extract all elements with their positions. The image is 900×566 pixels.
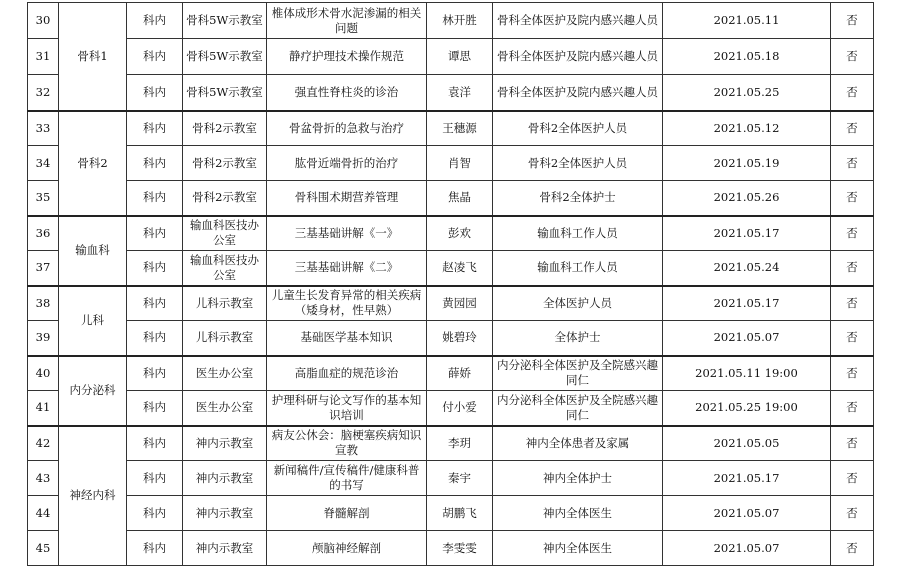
dept-cell: 科内 (127, 531, 183, 566)
speaker-cell: 黄园园 (427, 286, 493, 321)
dept-cell: 科内 (127, 251, 183, 286)
speaker-cell: 李雯雯 (427, 531, 493, 566)
group-label: 骨科2 (59, 111, 127, 216)
place-cell: 骨科5W示教室 (183, 3, 267, 39)
place-cell: 骨科2示教室 (183, 111, 267, 146)
speaker-cell: 赵凌飞 (427, 251, 493, 286)
dept-cell: 科内 (127, 111, 183, 146)
date-cell: 2021.05.12 (663, 111, 831, 146)
table-row (28, 3, 874, 39)
date-cell: 2021.05.07 (663, 531, 831, 566)
place-cell: 医生办公室 (183, 391, 267, 426)
table-row (28, 216, 874, 251)
dept-cell: 科内 (127, 3, 183, 39)
table-row (28, 39, 874, 75)
row-number: 45 (28, 531, 59, 566)
audience-cell: 全体护士 (493, 321, 663, 356)
place-cell: 神内示教室 (183, 461, 267, 496)
topic-cell: 新闻稿件/宣传稿件/健康科普的书写 (267, 461, 427, 496)
group-label: 内分泌科 (59, 356, 127, 426)
date-cell: 2021.05.19 (663, 146, 831, 181)
topic-cell: 三基基础讲解《一》 (267, 216, 427, 251)
flag-cell: 否 (831, 391, 874, 426)
flag-cell: 否 (831, 321, 874, 356)
speaker-cell: 付小爱 (427, 391, 493, 426)
audience-cell: 输血科工作人员 (493, 216, 663, 251)
place-cell: 神内示教室 (183, 426, 267, 461)
row-number: 37 (28, 251, 59, 286)
audience-cell: 内分泌科全体医护及全院感兴趣同仁 (493, 356, 663, 391)
flag-cell: 否 (831, 356, 874, 391)
table-row (28, 461, 874, 496)
group-label: 输血科 (59, 216, 127, 286)
speaker-cell: 秦宇 (427, 461, 493, 496)
row-number: 40 (28, 356, 59, 391)
flag-cell: 否 (831, 496, 874, 531)
topic-cell: 骨盆骨折的急救与治疗 (267, 111, 427, 146)
dept-cell: 科内 (127, 39, 183, 75)
place-cell: 神内示教室 (183, 531, 267, 566)
row-number: 32 (28, 75, 59, 111)
speaker-cell: 林开胜 (427, 3, 493, 39)
dept-cell: 科内 (127, 286, 183, 321)
dept-cell: 科内 (127, 181, 183, 216)
table-row (28, 181, 874, 216)
topic-cell: 椎体成形术骨水泥渗漏的相关问题 (267, 3, 427, 39)
dept-cell: 科内 (127, 146, 183, 181)
row-number: 39 (28, 321, 59, 356)
place-cell: 输血科医技办公室 (183, 251, 267, 286)
audience-cell: 输血科工作人员 (493, 251, 663, 286)
topic-cell: 强直性脊柱炎的诊治 (267, 75, 427, 111)
place-cell: 儿科示教室 (183, 286, 267, 321)
table-row (28, 286, 874, 321)
speaker-cell: 薛娇 (427, 356, 493, 391)
row-number: 44 (28, 496, 59, 531)
table-row (28, 75, 874, 111)
row-number: 35 (28, 181, 59, 216)
dept-cell: 科内 (127, 75, 183, 111)
row-number: 30 (28, 3, 59, 39)
table-row (28, 146, 874, 181)
topic-cell: 脊髓解剖 (267, 496, 427, 531)
audience-cell: 神内全体医生 (493, 531, 663, 566)
row-number: 34 (28, 146, 59, 181)
date-cell: 2021.05.11 (663, 3, 831, 39)
place-cell: 神内示教室 (183, 496, 267, 531)
audience-cell: 骨科2全体护士 (493, 181, 663, 216)
topic-cell: 肱骨近端骨折的治疗 (267, 146, 427, 181)
audience-cell: 全体医护人员 (493, 286, 663, 321)
row-number: 36 (28, 216, 59, 251)
flag-cell: 否 (831, 111, 874, 146)
topic-cell: 高脂血症的规范诊治 (267, 356, 427, 391)
topic-cell: 颅脑神经解剖 (267, 531, 427, 566)
row-number: 42 (28, 426, 59, 461)
speaker-cell: 王穗源 (427, 111, 493, 146)
flag-cell: 否 (831, 251, 874, 286)
place-cell: 骨科2示教室 (183, 146, 267, 181)
audience-cell: 骨科2全体医护人员 (493, 111, 663, 146)
audience-cell: 神内全体患者及家属 (493, 426, 663, 461)
row-number: 41 (28, 391, 59, 426)
flag-cell: 否 (831, 286, 874, 321)
dept-cell: 科内 (127, 496, 183, 531)
date-cell: 2021.05.26 (663, 181, 831, 216)
table-row (28, 251, 874, 286)
date-cell: 2021.05.05 (663, 426, 831, 461)
row-number: 38 (28, 286, 59, 321)
topic-cell: 三基基础讲解《二》 (267, 251, 427, 286)
flag-cell: 否 (831, 181, 874, 216)
speaker-cell: 谭思 (427, 39, 493, 75)
topic-cell: 护理科研与论文写作的基本知识培训 (267, 391, 427, 426)
table-row (28, 321, 874, 356)
audience-cell: 内分泌科全体医护及全院感兴趣同仁 (493, 391, 663, 426)
place-cell: 医生办公室 (183, 356, 267, 391)
row-number: 43 (28, 461, 59, 496)
audience-cell: 骨科2全体医护人员 (493, 146, 663, 181)
date-cell: 2021.05.17 (663, 461, 831, 496)
date-cell: 2021.05.25 19:00 (663, 391, 831, 426)
row-number: 31 (28, 39, 59, 75)
speaker-cell: 姚碧玲 (427, 321, 493, 356)
topic-cell: 骨科围术期营养管理 (267, 181, 427, 216)
place-cell: 骨科2示教室 (183, 181, 267, 216)
topic-cell: 基础医学基本知识 (267, 321, 427, 356)
table-row (28, 426, 874, 461)
schedule-table (27, 2, 874, 566)
group-label: 骨科1 (59, 3, 127, 111)
dept-cell: 科内 (127, 426, 183, 461)
dept-cell: 科内 (127, 321, 183, 356)
flag-cell: 否 (831, 146, 874, 181)
group-label: 儿科 (59, 286, 127, 356)
flag-cell: 否 (831, 531, 874, 566)
dept-cell: 科内 (127, 216, 183, 251)
audience-cell: 神内全体医生 (493, 496, 663, 531)
flag-cell: 否 (831, 426, 874, 461)
table-row (28, 356, 874, 391)
speaker-cell: 彭欢 (427, 216, 493, 251)
flag-cell: 否 (831, 3, 874, 39)
date-cell: 2021.05.07 (663, 496, 831, 531)
dept-cell: 科内 (127, 391, 183, 426)
date-cell: 2021.05.24 (663, 251, 831, 286)
flag-cell: 否 (831, 461, 874, 496)
flag-cell: 否 (831, 75, 874, 111)
speaker-cell: 焦晶 (427, 181, 493, 216)
date-cell: 2021.05.11 19:00 (663, 356, 831, 391)
speaker-cell: 胡鹏飞 (427, 496, 493, 531)
place-cell: 骨科5W示教室 (183, 75, 267, 111)
date-cell: 2021.05.17 (663, 216, 831, 251)
audience-cell: 骨科全体医护及院内感兴趣人员 (493, 39, 663, 75)
date-cell: 2021.05.07 (663, 321, 831, 356)
group-label: 神经内科 (59, 426, 127, 566)
row-number: 33 (28, 111, 59, 146)
speaker-cell: 李玥 (427, 426, 493, 461)
table-row (28, 111, 874, 146)
speaker-cell: 袁洋 (427, 75, 493, 111)
speaker-cell: 肖智 (427, 146, 493, 181)
topic-cell: 病友公休会：脑梗塞疾病知识宣教 (267, 426, 427, 461)
audience-cell: 神内全体护士 (493, 461, 663, 496)
flag-cell: 否 (831, 39, 874, 75)
table-row (28, 531, 874, 566)
audience-cell: 骨科全体医护及院内感兴趣人员 (493, 75, 663, 111)
table-row (28, 391, 874, 426)
dept-cell: 科内 (127, 356, 183, 391)
topic-cell: 静疗护理技术操作规范 (267, 39, 427, 75)
date-cell: 2021.05.17 (663, 286, 831, 321)
place-cell: 儿科示教室 (183, 321, 267, 356)
table-row (28, 496, 874, 531)
date-cell: 2021.05.18 (663, 39, 831, 75)
place-cell: 输血科医技办公室 (183, 216, 267, 251)
flag-cell: 否 (831, 216, 874, 251)
place-cell: 骨科5W示教室 (183, 39, 267, 75)
audience-cell: 骨科全体医护及院内感兴趣人员 (493, 3, 663, 39)
topic-cell: 儿童生长发育异常的相关疾病（矮身材，性早熟） (267, 286, 427, 321)
dept-cell: 科内 (127, 461, 183, 496)
schedule-body (28, 3, 874, 566)
date-cell: 2021.05.25 (663, 75, 831, 111)
